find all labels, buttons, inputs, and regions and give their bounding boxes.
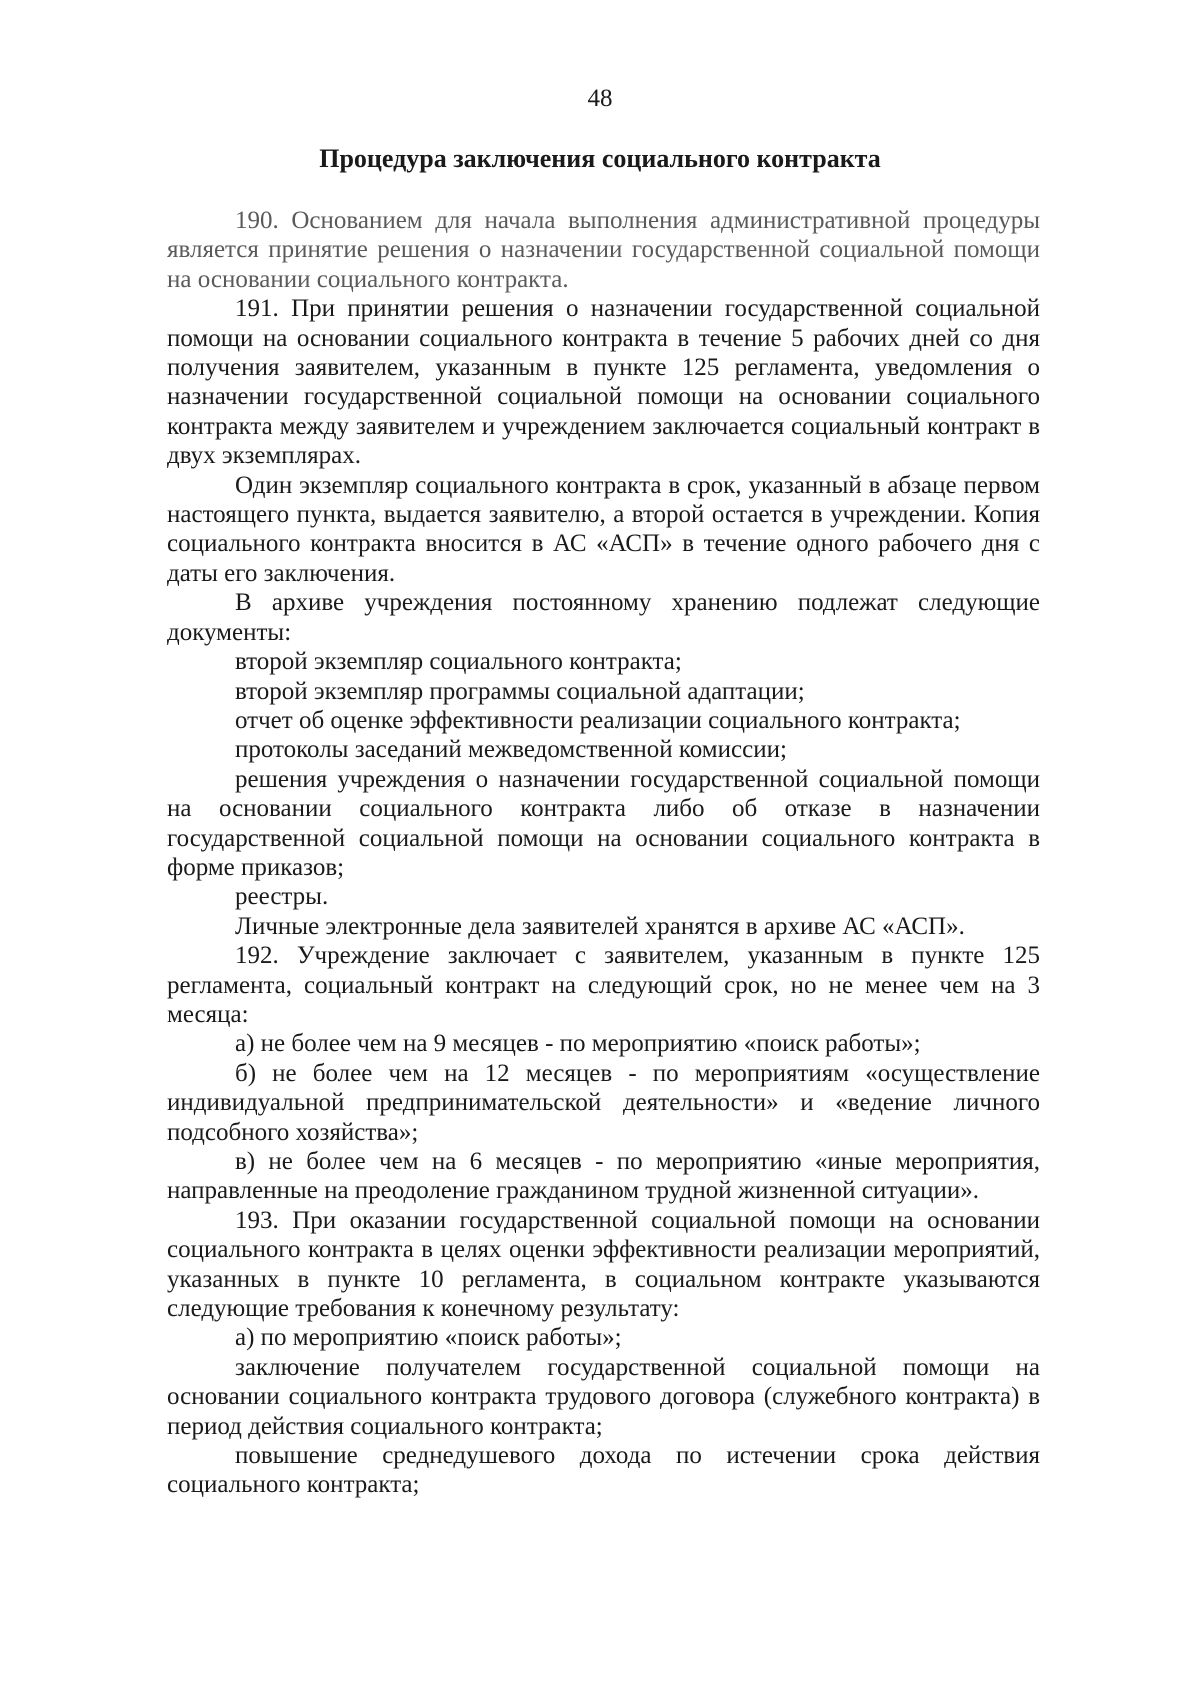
paragraph-archive: В архиве учреждения постоянному хранению подлежат следующие документы: [167,589,1040,646]
list-item: второй экземпляр программы социальной адаптации; [235,677,805,705]
paragraph-190: 190. Основанием для начала выполнения административной процедуры является принятие решения о назначении государственной социальной помощи на основании социального контракта. [167,207,1040,293]
list-item: отчет об оценке эффективности реализации социального контракта; [235,706,961,734]
paragraph-191: 191. При принятии решения о назначении государственной социальной помощи на основании социального контракта в течение 5 рабочих дней со дня получения заявителем, указанным в пункте 125 регламента, уведомления о назначении государственной социальной помощи на основании социального контракта между заявителем и учреждением заключается социальный контракт в двух экземплярах. [167,295,1040,470]
paragraph-191-copy: Один экземпляр социального контракта в срок, указанный в абзаце первом настоящего пункта, выдается заявителю, а второй остается в учреждении. Копия социального контракта вносится в АС «АСП» в течение одного рабочего дня с даты его заключения. [167,471,1040,587]
list-item: протоколы заседаний межведомственной комиссии; [235,736,787,764]
document-body [167,206,1040,1500]
list-item: реестры. [235,883,329,911]
list-item: заключение получателем государственной социальной помощи на основании социального контракта трудового договора (служебного контракта) в период действия социального контракта; [167,1353,1040,1440]
paragraph-192: 192. Учреждение заключает с заявителем, указанным в пункте 125 регламента, социальный контракт на следующий срок, но не менее чем на 3 месяца: [167,942,1040,1028]
list-item: решения учреждения о назначении государственной социальной помощи на основании социального контракта либо об отказе в назначении государственной социальной помощи на основании социального контракта в форме приказов; [167,765,1040,881]
section-heading: Процедура заключения социального контракта [319,144,881,173]
page-number: 48 [587,85,613,112]
list-item: а) не более чем на 9 месяцев - по мероприятию «поиск работы»; [235,1030,921,1058]
list-item: а) по мероприятию «поиск работы»; [235,1324,622,1352]
list-item: второй экземпляр социального контракта; [235,648,682,676]
paragraph-193: 193. При оказании государственной социальной помощи на основании социального контракта в целях оценки эффективности реализации мероприятий, указанных в пункте 10 регламента, в социальном контракте указываются следующие требования к конечному результату: [167,1206,1040,1323]
paragraph-electronic-files: Личные электронные дела заявителей хранятся в архиве АС «АСП». [235,912,965,940]
list-item: в) не более чем на 6 месяцев - по мероприятию «иные мероприятия, направленные на преодоление гражданином трудной жизненной ситуации». [167,1148,1040,1205]
list-item: б) не более чем на 12 месяцев - по мероприятиям «осуществление индивидуальной предпринимательской деятельности» и «ведение личного подсобного хозяйства»; [167,1059,1040,1146]
list-item: повышение среднедушевого дохода по истечении срока действия социального контракта; [167,1442,1040,1499]
